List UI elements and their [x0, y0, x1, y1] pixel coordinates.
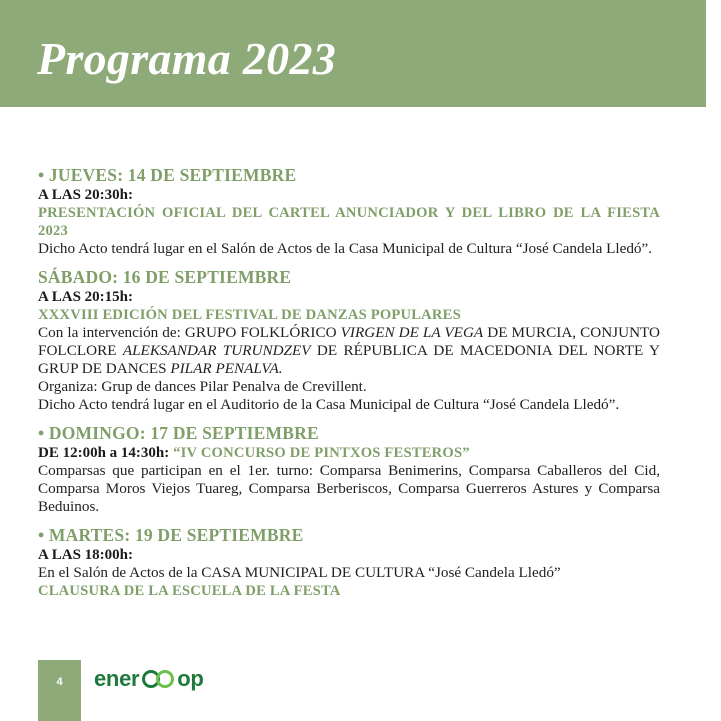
program-entry-saturday — [38, 266, 660, 414]
description-text: Con la intervención de: GRUPO FOLKLÓRICO — [38, 324, 341, 341]
page-number: 4 — [56, 676, 63, 688]
event-title: XXXVIII EDICIÓN DEL FESTIVAL DE DANZAS POPULARES — [38, 307, 461, 323]
logo-text-left: ener — [94, 666, 140, 691]
venue-note: Dicho Acto tendrá lugar en el Auditorio de la Casa Municipal de Cultura “José Candela Lledó”. — [38, 396, 620, 413]
event-time: A LAS 20:30h: — [38, 187, 134, 203]
group-name: ALEKSANDAR TURUNDZEV — [122, 342, 311, 359]
program-entry-tuesday — [38, 524, 660, 600]
event-description: En el Salón de Actos de la CASA MUNICIPAL DE CULTURA “José Candela Lledó” — [38, 564, 561, 581]
event-description: Comparsas que participan en el 1er. turno: Comparsa Benimerins, Comparsa Caballeros del Cid, Comparsa Moros Viejos Tuareg, Comparsa Berberiscos, Comparsa Guerreros Astures y Comparsa Beduinos. — [38, 462, 660, 515]
event-time: A LAS 18:00h: — [38, 547, 134, 563]
event-description — [38, 324, 660, 378]
program-entry-sunday — [38, 422, 660, 516]
event-title: “IV CONCURSO DE PINTXOS FESTEROS” — [169, 445, 470, 461]
event-title: CLAUSURA DE LA ESCUELA DE LA FESTA — [38, 583, 341, 599]
page-header — [0, 0, 706, 107]
group-name: PILAR PENALVA. — [170, 360, 283, 377]
logo-text-right: op — [177, 666, 204, 691]
page-title: Programa 2023 — [37, 33, 337, 84]
event-time-title — [38, 444, 660, 462]
page-number-box — [38, 660, 81, 721]
description-text: DE RÉPUBLICA DE MACEDONIA DEL NORTE Y GRUP DE DANCES — [38, 342, 660, 377]
event-time: A LAS 20:15h: — [38, 289, 134, 305]
logo-rings-icon — [140, 669, 176, 689]
organizer-note: Organiza: Grup de dances Pilar Penalva de Crevillent. — [38, 378, 367, 395]
day-heading: • MARTES: 19 DE SEPTIEMBRE — [38, 525, 304, 545]
program-list — [38, 164, 660, 608]
event-title: PRESENTACIÓN OFICIAL DEL CARTEL ANUNCIADOR Y DEL LIBRO DE LA FIESTA 2023 — [38, 205, 660, 239]
event-time: DE 12:00h a 14:30h: — [38, 445, 170, 461]
event-description: Dicho Acto tendrá lugar en el Salón de Actos de la Casa Municipal de Cultura “José Candela Lledó”. — [38, 240, 653, 257]
enercoop-logo — [94, 664, 204, 694]
description-text: DE MURCIA, CONJUNTO FOLCLORE — [38, 324, 661, 359]
day-heading: • DOMINGO: 17 DE SEPTIEMBRE — [38, 423, 319, 443]
day-heading: • JUEVES: 14 DE SEPTIEMBRE — [38, 165, 297, 185]
program-entry-thursday — [38, 164, 660, 258]
group-name: VIRGEN DE LA VEGA — [340, 324, 484, 341]
day-heading: SÁBADO: 16 DE SEPTIEMBRE — [38, 267, 292, 287]
